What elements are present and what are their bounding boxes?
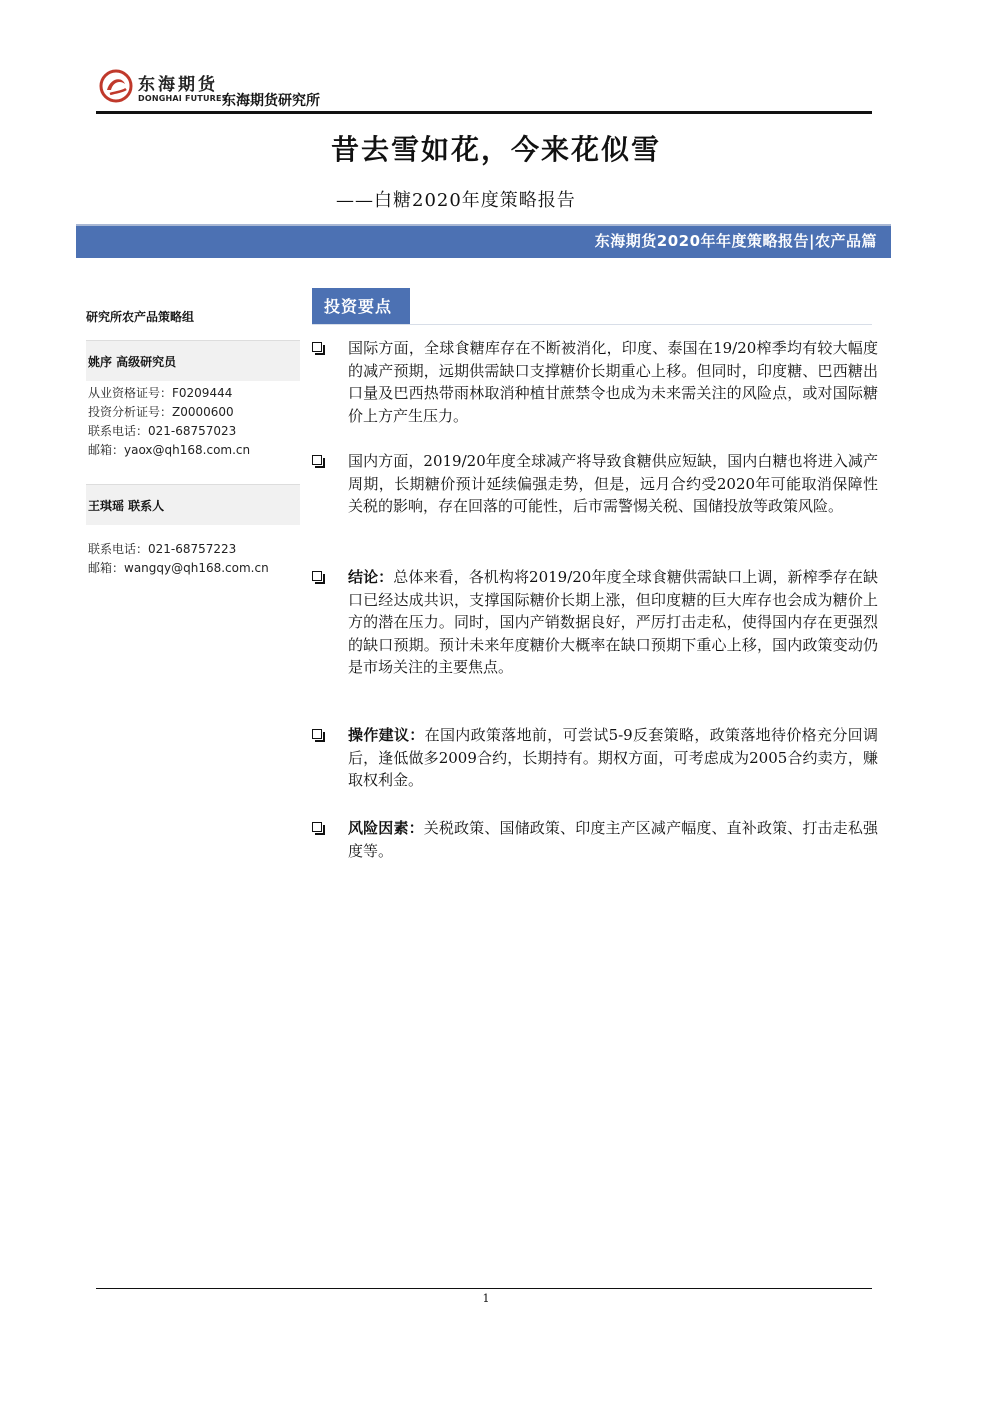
analyst-email: 邮箱：yaox@qh168.com.cn bbox=[88, 443, 251, 457]
analyst-qualification-number: 从业资格证号：F0209444 bbox=[88, 386, 233, 400]
contact-name-title: 王琪瑶 联系人 bbox=[88, 499, 165, 513]
bullet-text: 结论：总体来看，各机构将2019/20年度全球食糖供需缺口上调，新榨季存在缺口已经达成共识，支撑国际糖价长期上涨，但印度糖的巨大库存也会成为糖价上方的潜在压力。同时，国内产销数据良好，严厉打击走私，使得国内存在更强烈的缺口预期。预计未来年度糖价大概率在缺口预期下重心上移，国内政策变动仍是市场关注的主要焦点。 bbox=[348, 568, 878, 676]
bullet-lead: 结论： bbox=[348, 568, 394, 586]
bullet-text: 操作建议：在国内政策落地前，可尝试5-9反套策略，政策落地待价格充分回调后，逢低做多2009合约，长期持有。期权方面，可考虑成为2005合约卖方，赚取权利金。 bbox=[348, 726, 878, 789]
bullet-lead: 操作建议： bbox=[348, 726, 425, 744]
institute-name: 东海期货研究所 bbox=[222, 93, 320, 109]
contact-name-bar bbox=[86, 484, 300, 525]
contact-phone: 联系电话：021-68757223 bbox=[88, 542, 237, 556]
analyst-phone: 联系电话：021-68757023 bbox=[88, 424, 237, 438]
brand-name-en: DONGHAI FUTURES bbox=[138, 94, 228, 103]
bullet-text: 风险因素：关税政策、国储政策、印度主产区减产幅度、直补政策、打击走私强度等。 bbox=[348, 819, 878, 860]
report-banner bbox=[76, 224, 891, 258]
bullet-lead: 风险因素： bbox=[348, 819, 424, 837]
analyst-name-title: 姚序 高级研究员 bbox=[88, 355, 177, 369]
report-title: 昔去雪如花，今来花似雪 bbox=[330, 133, 661, 166]
checkbox-bullet-icon bbox=[312, 571, 322, 581]
donghai-logo-icon bbox=[98, 68, 134, 104]
checkbox-bullet-icon bbox=[312, 342, 322, 352]
page-header bbox=[96, 66, 872, 116]
analyst-name-bar bbox=[86, 340, 300, 381]
checkbox-bullet-icon bbox=[312, 455, 322, 465]
key-points-label: 投资要点 bbox=[312, 288, 410, 324]
analyst-advisory-number: 投资分析证号：Z0000600 bbox=[88, 405, 234, 419]
bullet-text: 国际方面，全球食糖库存在不断被消化，印度、泰国在19/20榨季均有较大幅度的减产预期，远期供需缺口支撑糖价长期重心上移。但同时，印度糖、巴西糖出口量及巴西热带雨林取消种植甘蔗禁令也成为未来需关注的风险点，或对国际糖价上方产生压力。 bbox=[348, 339, 878, 425]
footer-divider bbox=[96, 1288, 872, 1289]
report-subtitle: ——白糖2020年度策略报告 bbox=[336, 190, 576, 211]
bullet-text: 国内方面，2019/20年度全球减产将导致食糖供应短缺，国内白糖也将进入减产周期，长期糖价预计延续偏强走势，但是，远月合约受2020年可能取消保障性关税的影响，存在回落的可能性，后市需警惕关税、国储投放等政策风险。 bbox=[348, 452, 878, 515]
brand-name-cn: 东海期货 bbox=[138, 75, 218, 95]
research-group-name: 研究所农产品策略组 bbox=[86, 310, 195, 324]
page-number: 1 bbox=[482, 1292, 490, 1305]
banner-text: 东海期货2020年年度策略报告|农产品篇 bbox=[594, 232, 877, 250]
contact-email: 邮箱：wangqy@qh168.com.cn bbox=[88, 561, 269, 575]
checkbox-bullet-icon bbox=[312, 729, 322, 739]
checkbox-bullet-icon bbox=[312, 822, 322, 832]
header-divider bbox=[96, 111, 872, 114]
key-points-divider bbox=[312, 324, 872, 325]
